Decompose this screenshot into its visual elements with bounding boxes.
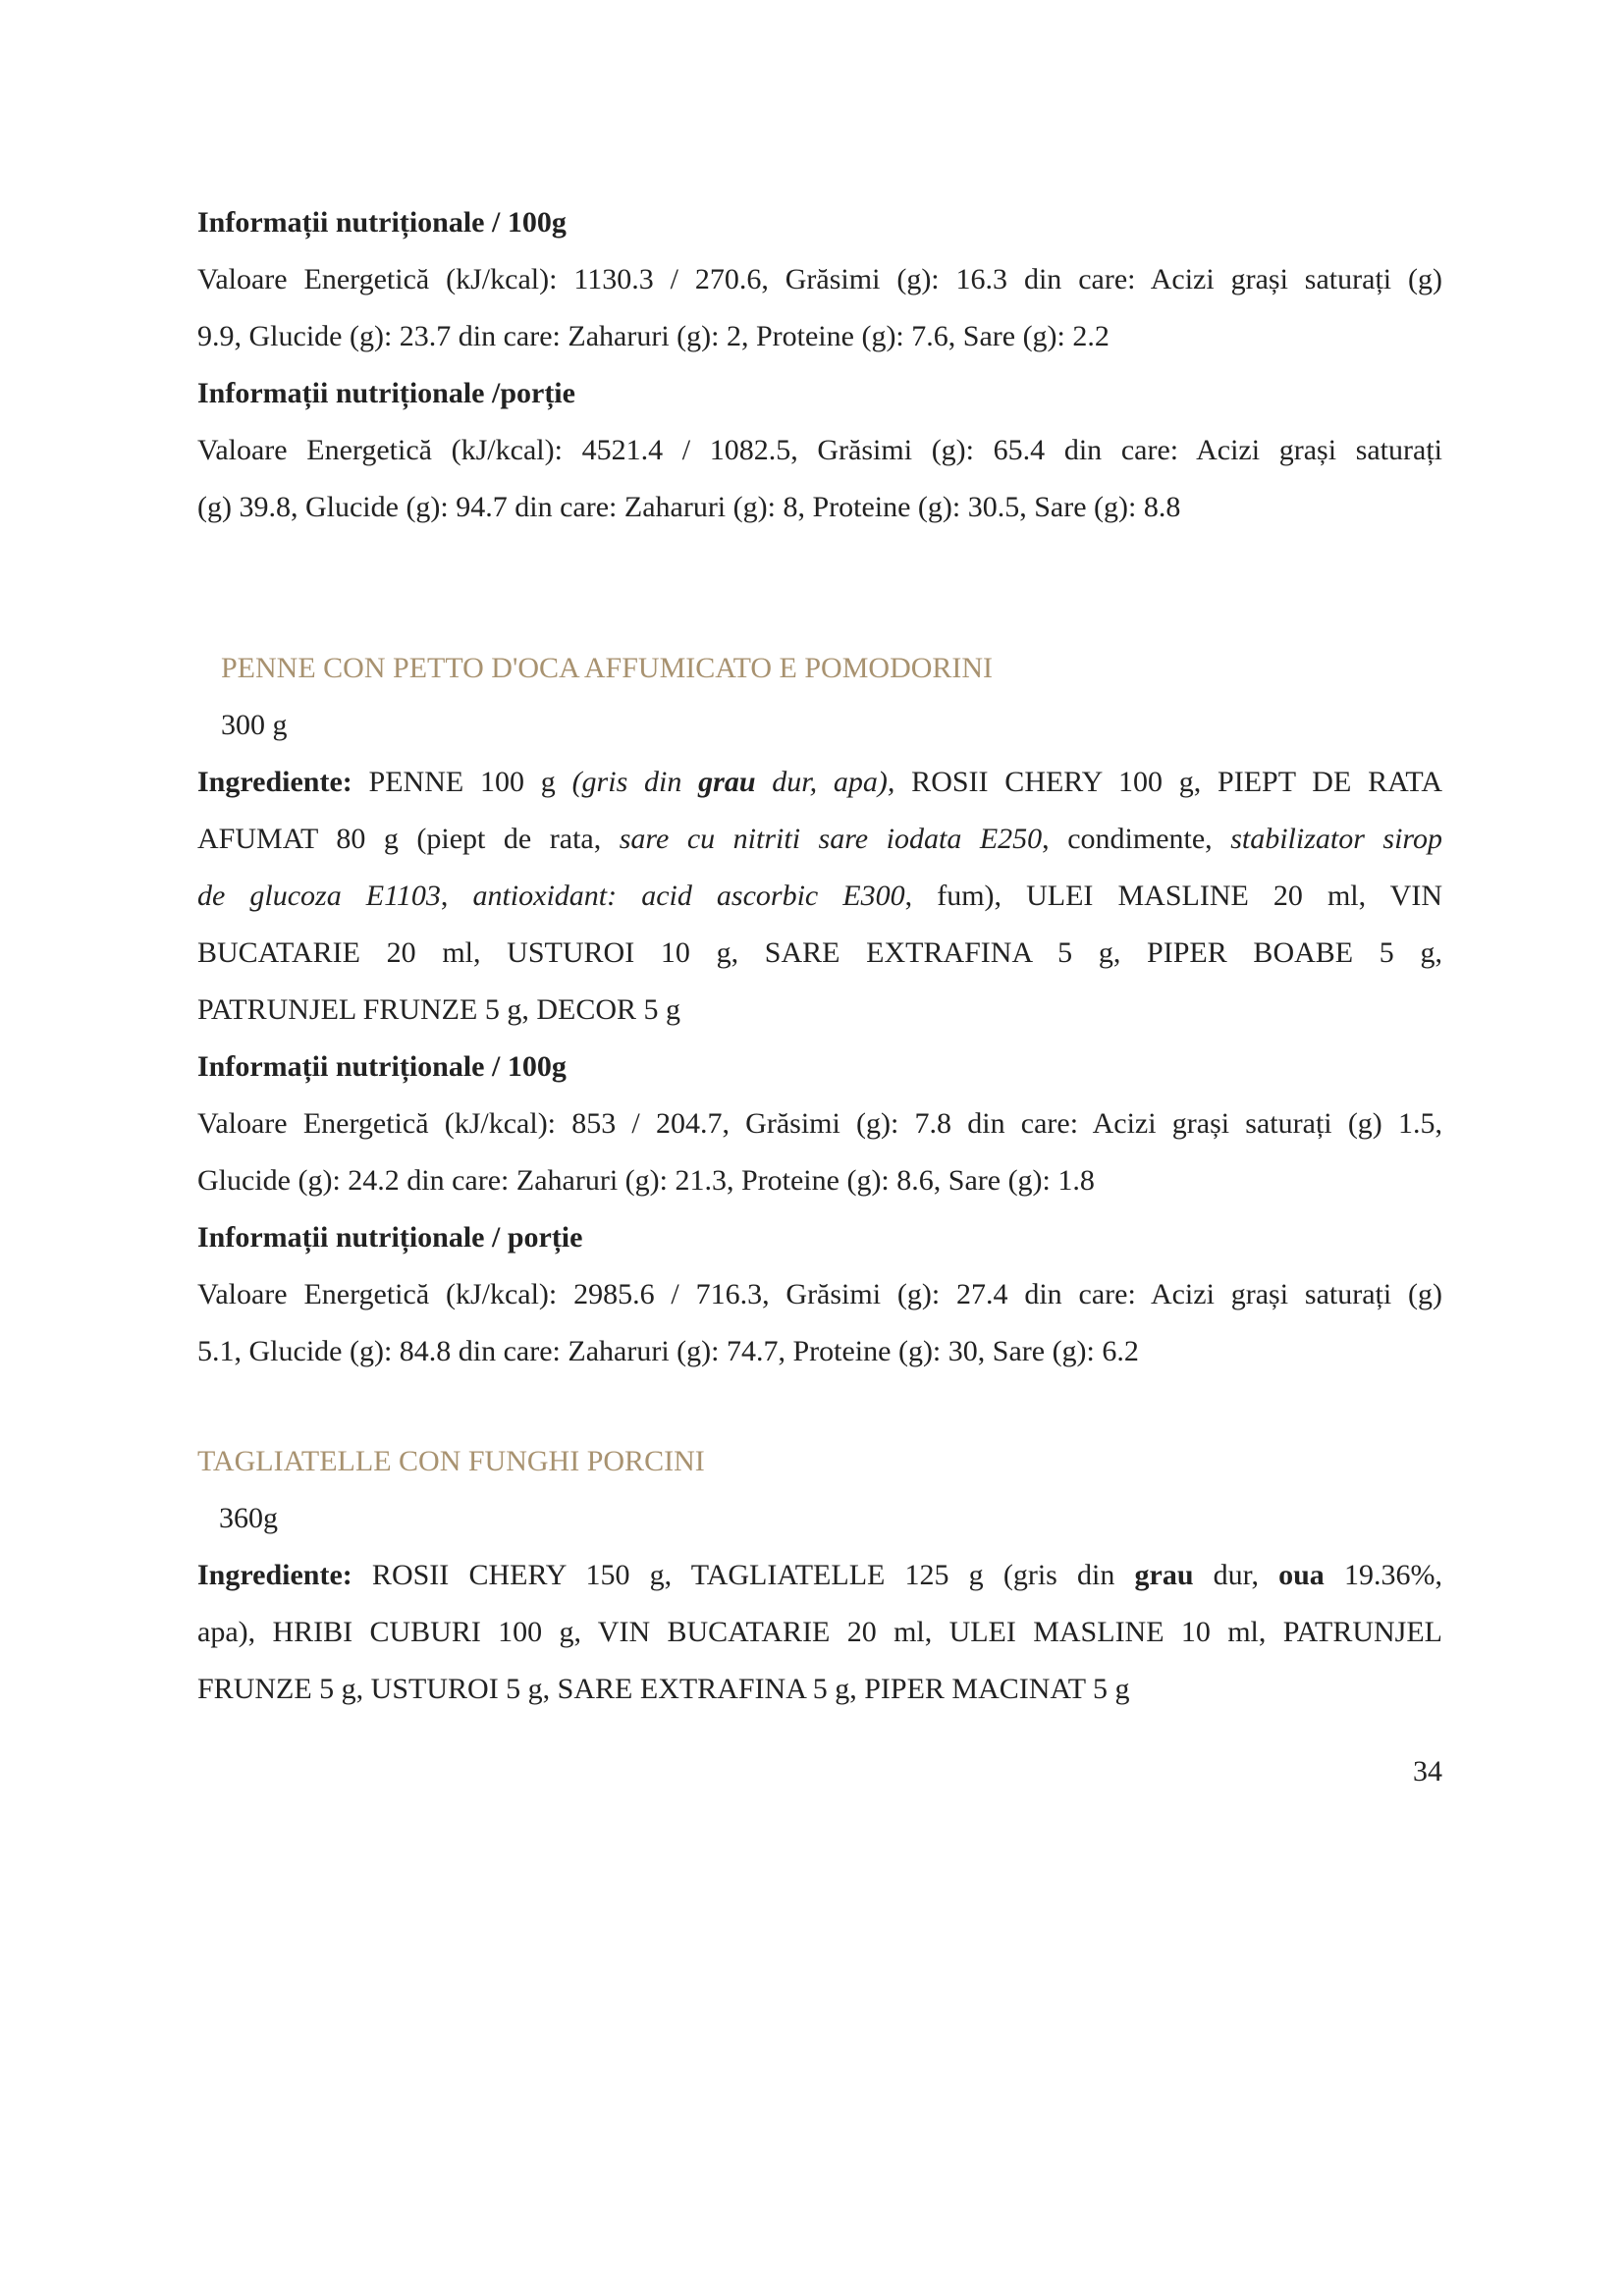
ingredient-text: , fum), ULEI MASLINE 20 ml, VIN (904, 880, 1442, 912)
allergen-text: grau (1134, 1559, 1194, 1591)
nutrition-100g-heading: Informații nutriționale / 100g (197, 206, 567, 239)
ingredient-italic: dur, apa), (755, 766, 895, 798)
page-number: 34 (1413, 1755, 1442, 1788)
ingredient-text: ROSII CHERY 100 g, PIEPT DE RATA (894, 766, 1443, 798)
ingredient-italic: antioxidant: acid ascorbic E300 (472, 880, 905, 912)
nutrition-100g-line: Valoare Energetică (kJ/kcal): 853 / 204.7, Grăsimi (g): 7.8 din care: Acizi grași saturați (g) 1.5, (197, 1107, 1442, 1140)
allergen-text: grau (698, 766, 756, 798)
ingredients-line (197, 1547, 1442, 1604)
ingredients-label: Ingrediente: (197, 766, 352, 798)
nutrition-portion-heading: Informații nutriționale /porție (197, 377, 575, 409)
ingredients-line: BUCATARIE 20 ml, USTUROI 10 g, SARE EXTRAFINA 5 g, PIPER BOABE 5 g, (197, 936, 1442, 969)
ingredient-text: PENNE 100 g (352, 766, 572, 798)
recipe-title-tagliatelle: TAGLIATELLE CON FUNGHI PORCINI (197, 1445, 705, 1477)
nutrition-portion-line: Valoare Energetică (kJ/kcal): 2985.6 / 716.3, Grăsimi (g): 27.4 din care: Acizi grași saturați (g) (197, 1278, 1442, 1310)
ingredient-text: 19.36%, (1324, 1559, 1442, 1591)
nutrition-portion-line: (g) 39.8, Glucide (g): 94.7 din care: Zaharuri (g): 8, Proteine (g): 30.5, Sare (g): 8.8 (197, 491, 1181, 523)
ingredients-label: Ingrediente: (197, 1559, 352, 1591)
ingredient-italic: de glucoza E1103 (197, 880, 441, 912)
recipe-weight: 300 g (221, 709, 288, 741)
nutrition-100g-heading: Informații nutriționale / 100g (197, 1050, 567, 1083)
ingredient-text: , condimente, (1042, 823, 1231, 855)
ingredients-line (197, 811, 1442, 868)
ingredient-italic: (gris din (571, 766, 699, 798)
ingredients-line: apa), HRIBI CUBURI 100 g, VIN BUCATARIE 20 ml, ULEI MASLINE 10 ml, PATRUNJEL (197, 1616, 1442, 1648)
ingredient-italic: stabilizator sirop (1230, 823, 1442, 855)
nutrition-100g-line: Valoare Energetică (kJ/kcal): 1130.3 / 270.6, Grăsimi (g): 16.3 din care: Acizi grași saturați (g) (197, 263, 1442, 295)
nutrition-portion-heading: Informații nutriționale / porție (197, 1221, 583, 1254)
ingredients-line (197, 868, 1442, 925)
ingredients-line: FRUNZE 5 g, USTUROI 5 g, SARE EXTRAFINA 5 g, PIPER MACINAT 5 g (197, 1673, 1130, 1705)
nutrition-portion-line: Valoare Energetică (kJ/kcal): 4521.4 / 1082.5, Grăsimi (g): 65.4 din care: Acizi grași saturați (197, 434, 1442, 466)
document-page (197, 194, 1442, 1718)
ingredient-italic: sare cu nitriti sare iodata E250 (619, 823, 1043, 855)
nutrition-100g-line: Glucide (g): 24.2 din care: Zaharuri (g): 21.3, Proteine (g): 8.6, Sare (g): 1.8 (197, 1164, 1095, 1197)
nutrition-100g-line: 9.9, Glucide (g): 23.7 din care: Zaharuri (g): 2, Proteine (g): 7.6, Sare (g): 2.2 (197, 320, 1110, 352)
allergen-text: oua (1278, 1559, 1325, 1591)
ingredient-text: dur, (1193, 1559, 1279, 1591)
nutrition-portion-line: 5.1, Glucide (g): 84.8 din care: Zaharuri (g): 74.7, Proteine (g): 30, Sare (g): 6.2 (197, 1335, 1139, 1367)
ingredient-text: AFUMAT 80 g (piept de rata, (197, 823, 620, 855)
ingredients-line: PATRUNJEL FRUNZE 5 g, DECOR 5 g (197, 993, 680, 1026)
recipe-title-penne: PENNE CON PETTO D'OCA AFFUMICATO E POMODORINI (221, 652, 994, 684)
ingredient-text: , (440, 880, 473, 912)
ingredients-line (197, 754, 1442, 811)
ingredient-text: ROSII CHERY 150 g, TAGLIATELLE 125 g (gris din (352, 1559, 1135, 1591)
recipe-weight: 360g (219, 1502, 278, 1534)
